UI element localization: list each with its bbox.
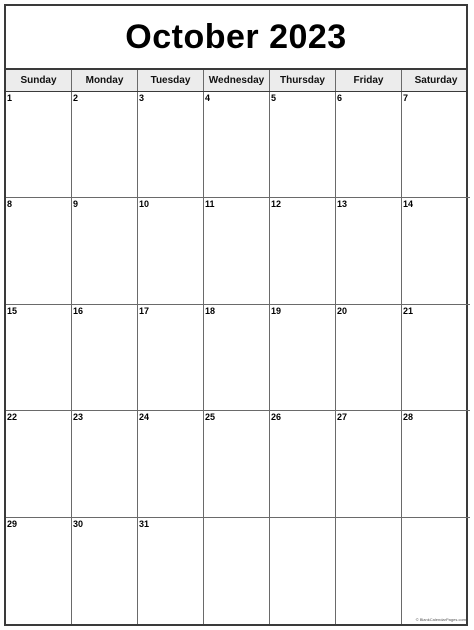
day-cell xyxy=(336,92,402,198)
day-number: 14 xyxy=(403,199,414,210)
day-number: 28 xyxy=(403,412,414,423)
calendar-grid xyxy=(4,92,468,626)
day-cell xyxy=(72,92,138,198)
weekday-monday: Monday xyxy=(72,70,138,91)
day-number: 20 xyxy=(337,305,348,316)
day-number: 24 xyxy=(139,412,150,423)
day-number: 13 xyxy=(337,199,348,210)
day-cell xyxy=(402,305,470,411)
day-number: 3 xyxy=(139,93,145,103)
day-cell xyxy=(6,518,72,624)
day-cell xyxy=(138,198,204,304)
day-number: 22 xyxy=(7,412,18,423)
day-number: 27 xyxy=(337,412,348,423)
day-cell xyxy=(270,92,336,198)
day-number: 12 xyxy=(271,199,282,210)
day-cell xyxy=(204,198,270,304)
day-number: 5 xyxy=(271,93,277,103)
weekday-friday: Friday xyxy=(336,70,402,91)
empty-day-cell xyxy=(336,518,402,624)
day-number: 26 xyxy=(271,412,282,423)
weekday-thursday: Thursday xyxy=(270,70,336,91)
day-number: 25 xyxy=(205,412,216,423)
day-cell xyxy=(402,198,470,304)
day-number: 16 xyxy=(73,305,84,316)
weekday-wednesday: Wednesday xyxy=(204,70,270,91)
day-number: 2 xyxy=(73,93,79,103)
day-cell xyxy=(402,411,470,517)
day-cell xyxy=(204,411,270,517)
day-cell xyxy=(6,411,72,517)
day-cell xyxy=(270,411,336,517)
day-cell xyxy=(138,92,204,198)
day-number: 9 xyxy=(73,199,79,210)
day-number: 6 xyxy=(337,93,343,103)
day-cell xyxy=(138,411,204,517)
day-cell xyxy=(336,305,402,411)
empty-day-cell xyxy=(270,518,336,624)
title-bar xyxy=(4,4,468,70)
weekday-sunday: Sunday xyxy=(6,70,72,91)
day-number: 18 xyxy=(205,305,216,316)
day-number: 19 xyxy=(271,305,282,316)
day-cell xyxy=(72,198,138,304)
day-cell xyxy=(336,198,402,304)
day-number: 21 xyxy=(403,305,414,316)
weekday-tuesday: Tuesday xyxy=(138,70,204,91)
day-cell xyxy=(6,198,72,304)
day-number: 11 xyxy=(205,199,215,210)
day-number: 15 xyxy=(7,305,18,316)
day-cell xyxy=(270,305,336,411)
day-cell xyxy=(204,305,270,411)
day-number: 31 xyxy=(139,518,150,529)
day-number: 17 xyxy=(139,305,150,316)
day-cell xyxy=(204,92,270,198)
day-number: 8 xyxy=(7,199,13,210)
day-cell xyxy=(138,305,204,411)
day-number: 30 xyxy=(73,518,84,529)
day-number: 1 xyxy=(7,93,13,103)
page-title: October 2023 xyxy=(125,17,347,56)
day-cell xyxy=(6,305,72,411)
weekday-saturday: Saturday xyxy=(414,75,458,86)
empty-day-cell xyxy=(204,518,270,624)
day-cell xyxy=(336,411,402,517)
day-cell xyxy=(138,518,204,624)
day-cell xyxy=(270,198,336,304)
day-number: 10 xyxy=(139,199,150,210)
day-cell xyxy=(72,518,138,624)
day-number: 23 xyxy=(73,412,84,423)
day-cell xyxy=(72,411,138,517)
day-cell xyxy=(72,305,138,411)
day-cell xyxy=(6,92,72,198)
day-cell xyxy=(402,92,470,198)
footer-credit: © BlankCalendarPages.com xyxy=(415,617,466,622)
day-number: 4 xyxy=(205,93,211,103)
day-number: 29 xyxy=(7,518,18,529)
empty-day-cell xyxy=(402,518,470,624)
day-number: 7 xyxy=(403,93,409,103)
weekday-header-row xyxy=(4,70,468,92)
